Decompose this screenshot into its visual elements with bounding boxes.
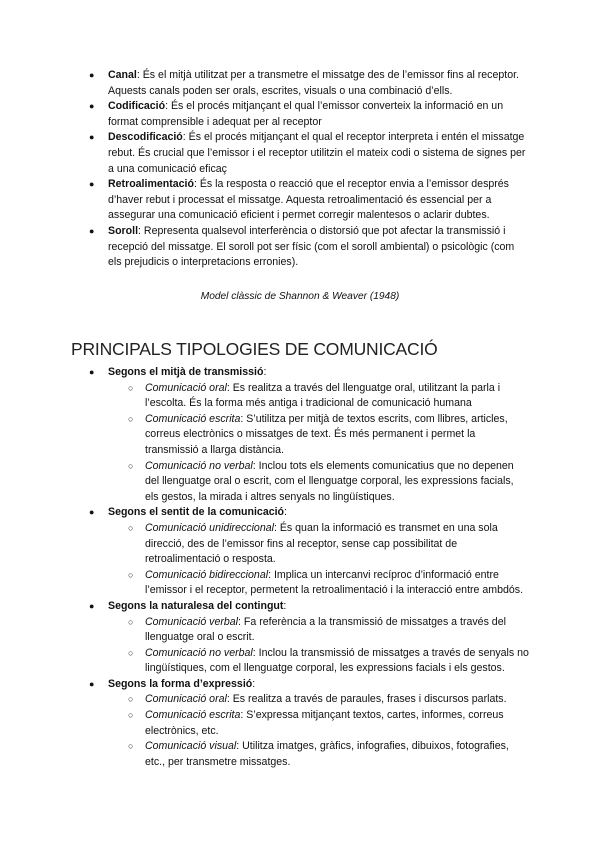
typology-item xyxy=(0,708,600,739)
typology-term: Comunicació bidireccional xyxy=(145,568,269,581)
description: : És el procés mitjançant el qual l’emissor converteix la informació en un format comprensible i adequat per al receptor xyxy=(108,100,504,128)
typology-item xyxy=(0,692,600,708)
bullet-icon: ● xyxy=(89,101,95,112)
circle-bullet-icon: ○ xyxy=(128,413,134,424)
typology-group xyxy=(0,505,600,521)
typology-description: : Inclou tots els elements comunicatius que no depenen del llenguatge oral o escrit, com el llenguatge corporal, les expressions facials, els gestos, la mirada i altres senyals no lingüístiques. xyxy=(145,459,514,503)
typology-colon: : xyxy=(252,677,256,690)
circle-bullet-icon: ○ xyxy=(128,460,134,471)
typology-term: Comunicació unidireccional xyxy=(145,521,274,534)
typology-term: Comunicació no verbal xyxy=(145,459,253,472)
typology-item xyxy=(0,568,600,599)
typology-item xyxy=(0,615,600,646)
description: : És la resposta o reacció que el receptor envia a l’emissor després d’haver rebut i processat el missatge. Aquesta retroalimentació és essencial per a assegurar una comunicació eficient i permet corregir malentesos o aclarir dubtes. xyxy=(108,178,509,222)
circle-bullet-icon: ○ xyxy=(128,522,134,533)
typology-colon: : xyxy=(284,506,287,519)
typology-item xyxy=(0,521,600,568)
figure-caption: Model clàssic de Shannon & Weaver (1948) xyxy=(200,291,400,302)
term: Codificació xyxy=(108,100,166,113)
typology-description: : S’utilitza per mitjà de textos escrits, com llibres, articles, correus electrònics o missatges de text. És més permanent i permet la transmissió a llarga distància. xyxy=(145,412,508,456)
typologies-list xyxy=(0,365,600,770)
typology-term: Comunicació oral xyxy=(145,381,227,394)
typology-description: : S’expressa mitjançant textos, cartes, informes, correus electrònics, etc. xyxy=(145,709,504,737)
typology-colon: : xyxy=(283,599,287,612)
bullet-icon: ● xyxy=(89,225,95,236)
typology-term: Comunicació no verbal xyxy=(145,646,253,659)
list-item-codificacio xyxy=(0,99,600,130)
typology-term: Comunicació verbal xyxy=(145,615,239,628)
typology-description: : Utilitza imatges, gràfics, infografies, dibuixos, fotografies, etc., per transmetre missatges. xyxy=(145,740,509,768)
typology-item xyxy=(0,739,600,770)
typology-item xyxy=(0,412,600,459)
term: Canal xyxy=(108,69,137,81)
circle-bullet-icon: ○ xyxy=(128,694,134,705)
bullet-icon: ● xyxy=(89,678,95,689)
typology-item xyxy=(0,646,600,677)
typology-description: : Es realitza a través de paraules, frases i discursos parlats. xyxy=(226,693,507,706)
typology-group xyxy=(0,365,600,381)
description: : És el procés mitjançant el qual el receptor interpreta i entén el missatge rebut. És crucial que l’emissor i el receptor utilitzin el mateix codi o sistema de signes per a una comunicació eficaç xyxy=(108,131,526,175)
typology-title: Segons el sentit de la comunicació xyxy=(108,506,285,519)
bullet-icon: ● xyxy=(89,70,95,80)
communication-elements-list xyxy=(0,68,600,271)
bullet-icon: ● xyxy=(89,132,95,143)
circle-bullet-icon: ○ xyxy=(128,741,134,752)
section-heading: PRINCIPALS TIPOLOGIES DE COMUNICACIÓ xyxy=(71,339,438,359)
typology-term: Comunicació escrita xyxy=(145,412,241,425)
typology-description: : És quan la informació es transmet en una sola direcció, des de l’emissor fins al receptor, sense cap possibilitat de retroalimentació o resposta. xyxy=(145,521,498,566)
typology-item xyxy=(0,381,600,412)
circle-bullet-icon: ○ xyxy=(128,710,134,721)
typology-colon: : xyxy=(263,366,267,378)
circle-bullet-icon: ○ xyxy=(128,382,134,393)
typology-description: : Fa referència a la transmissió de missatges a través del llenguatge oral o escrit. xyxy=(145,615,506,644)
typology-item xyxy=(0,459,600,506)
circle-bullet-icon: ○ xyxy=(128,616,134,627)
typology-term: Comunicació escrita xyxy=(145,709,241,722)
typology-group xyxy=(0,677,600,693)
list-item-soroll xyxy=(0,224,600,271)
typology-title: Segons la naturalesa del contingut xyxy=(108,599,284,612)
typology-title: Segons la forma d’expressió xyxy=(108,677,253,690)
typology-term: Comunicació visual xyxy=(145,740,237,753)
typology-description: : Implica un intercanvi recíproc d’informació entre l’emissor i el receptor, permetent la retroalimentació i la interacció entre ambdós. xyxy=(145,568,524,597)
description: : És el mitjà utilitzat per a transmetre el missatge des de l’emissor fins al receptor. Aquests canals poden ser orals, escrites, visuals o una combinació d’ells. xyxy=(108,69,519,97)
typology-description: : Inclou la transmissió de missatges a través de senyals no lingüístiques, com el llenguatge corporal, les expressions facials i els gestos. xyxy=(145,646,529,675)
term: Soroll xyxy=(108,224,139,237)
circle-bullet-icon: ○ xyxy=(128,569,134,580)
typology-description: : Es realitza a través del llenguatge oral, utilitzant la parla i l’escolta. És la forma més antiga i tradicional de comunicació humana xyxy=(145,381,501,410)
list-item-retroalimentacio xyxy=(0,177,600,224)
bullet-icon: ● xyxy=(89,507,95,518)
circle-bullet-icon: ○ xyxy=(128,647,134,658)
typology-title: Segons el mitjà de transmissió xyxy=(108,366,264,378)
term: Descodificació xyxy=(108,131,183,144)
term: Retroalimentació xyxy=(108,178,194,191)
bullet-icon: ● xyxy=(89,179,95,190)
description: : Representa qualsevol interferència o distorsió que pot afectar la transmissió i recepció del missatge. El soroll pot ser físic (com el soroll ambiental) o psicològic (com els prejudicis o interpretacions erronies). xyxy=(108,224,515,269)
list-item-canal xyxy=(0,68,600,99)
typology-group xyxy=(0,599,600,615)
typology-term: Comunicació oral xyxy=(145,693,227,706)
bullet-icon: ● xyxy=(89,367,95,377)
list-item-descodificacio xyxy=(0,130,600,177)
bullet-icon: ● xyxy=(89,600,95,611)
